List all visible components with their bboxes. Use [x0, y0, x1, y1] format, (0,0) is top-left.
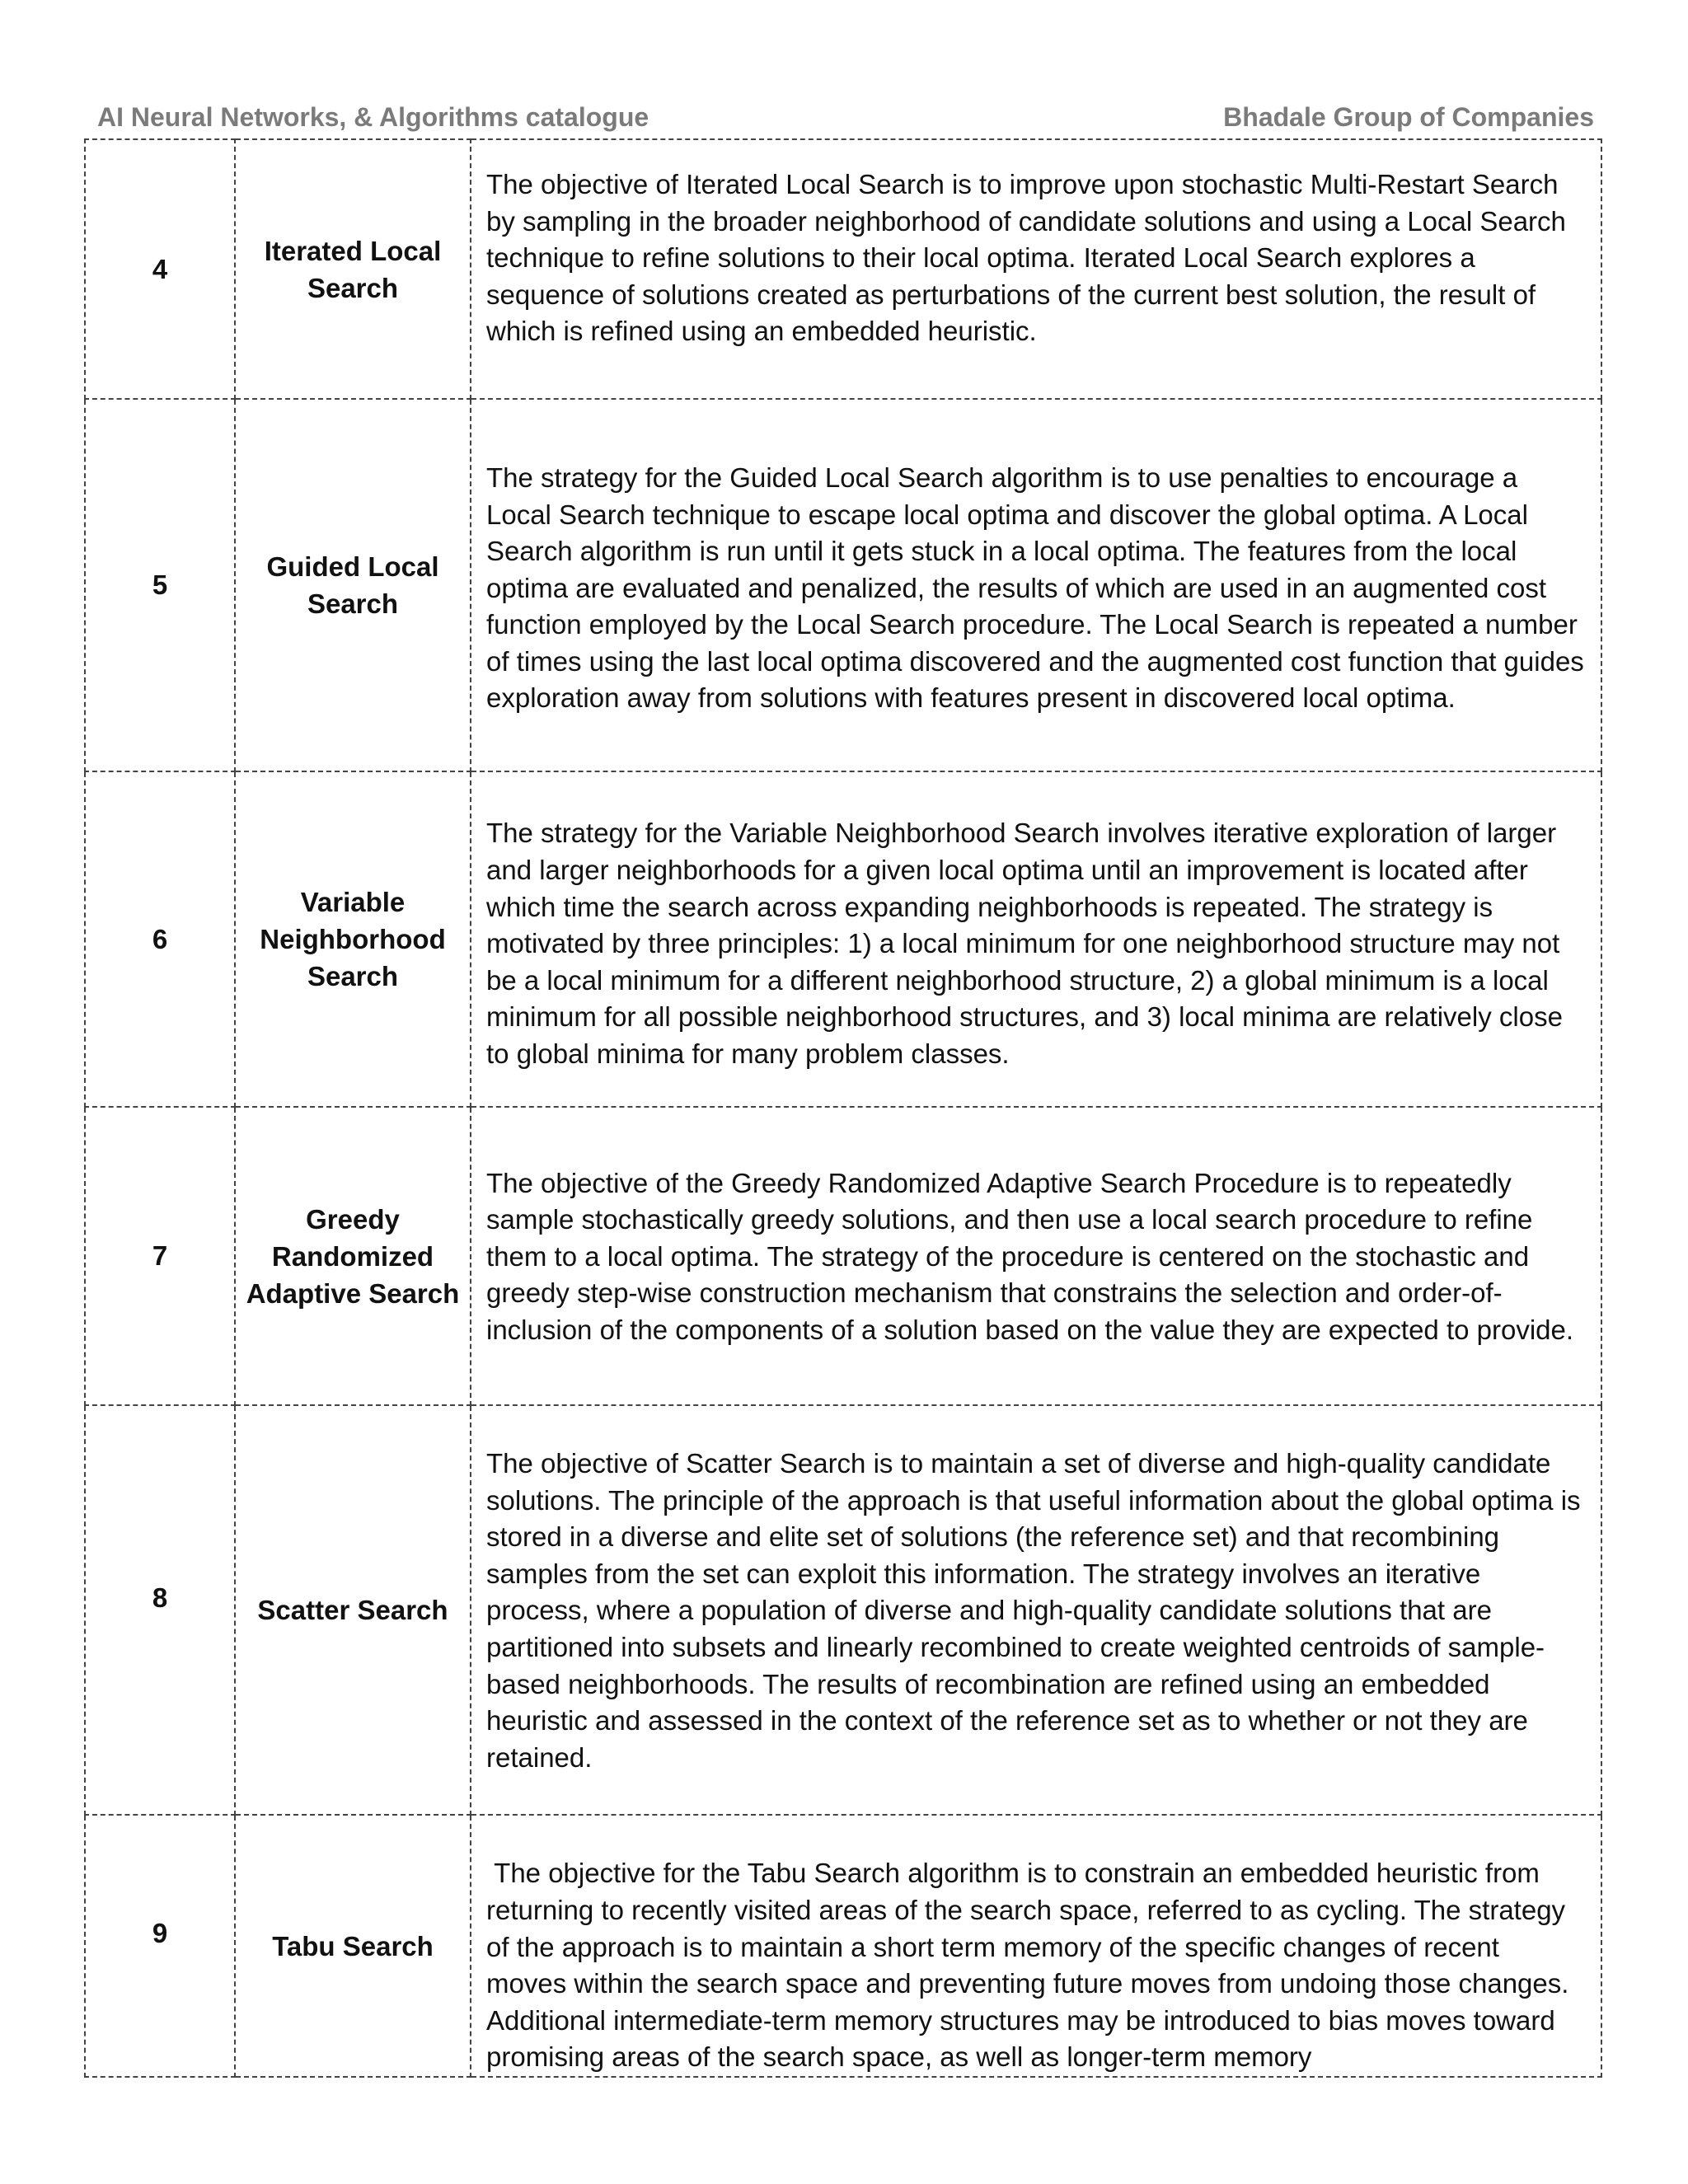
table-row [85, 1405, 1601, 1815]
algorithm-name-cell [235, 399, 471, 771]
algorithm-description: The objective of the Greedy Randomized Adaptive Search Procedure is to repeatedly sample stochastically greedy solutions, and then use a local search procedure to refine them to a local optima. The strategy of the procedure is centered on the stochastic and greedy step-wise construction mechanism that constrains the selection and order-of-inclusion of the components of a solution based on the value they are expected to provide. [486, 1167, 1574, 1345]
algorithm-name: Guided Local Search [266, 551, 439, 619]
algorithm-name: Scatter Search [257, 1595, 448, 1626]
row-number: 5 [152, 569, 168, 600]
row-number-cell [85, 1815, 235, 2077]
table-row [85, 1107, 1601, 1405]
algorithm-description: The strategy for the Guided Local Search algorithm is to use penalties to encourage a Local Search technique to escape local optima and discover the global optima. A Local Search algorithm is run until it gets stuck in a local optima. The features from the local optima are evaluated and penalized, the results of which are used in an augmented cost function employed by the Local Search procedure. The Local Search is repeated a number of times using the last local optima discovered and the augmented cost function that guides exploration away from solutions with features present in discovered local optima. [486, 462, 1592, 714]
row-number-cell [85, 1107, 235, 1405]
table-row [85, 1815, 1601, 2077]
algorithm-name-cell [235, 1815, 471, 2077]
row-number-cell [85, 399, 235, 771]
algorithm-name-cell [235, 139, 471, 399]
algorithm-description-cell [471, 139, 1601, 399]
algorithm-description-cell [471, 1405, 1601, 1815]
algorithm-name-cell [235, 771, 471, 1107]
row-number: 4 [152, 253, 168, 284]
table-row [85, 139, 1601, 399]
algorithm-description: The objective for the Tabu Search algorithm is to constrain an embedded heuristic from returning to recently visited areas of the search space, referred to as cycling. The strategy of the approach is to maintain a short term memory of the specific changes of recent moves within the search space and preventing future moves from undoing those changes. Additional intermediate-term memory structures may be introduced to bias moves toward promising areas of the search space, as well as longer-term memory [486, 1858, 1575, 2073]
algorithm-name: Greedy Randomized Adaptive Search [246, 1203, 460, 1309]
algorithm-name: Variable Neighborhood Search [260, 887, 446, 991]
company-name: Bhadale Group of Companies [1223, 101, 1594, 132]
algorithm-description: The objective of Scatter Search is to maintain a set of diverse and high-quality candidate solutions. The principle of the approach is that useful information about the global optima is stored in a diverse and elite set of solutions (the reference set) and that recombining samples from the set can exploit this information. The strategy involves an iterative process, where a population of diverse and high-quality candidate solutions that are partitioned into subsets and linearly recombined to create weighted centroids of sample-based neighborhoods. The results of recombination are refined using an embedded heuristic and assessed in the context of the reference set as to whether or not they are retained. [486, 1448, 1588, 1773]
algorithm-description-cell [471, 771, 1601, 1107]
algorithm-description: The objective of Iterated Local Search is to improve upon stochastic Multi-Restart Search by sampling in the broader neighborhood of candidate solutions and using a Local Search technique to refine solutions to their local optima. Iterated Local Search explores a sequence of solutions created as perturbations of the current best solution, the result of which is refined using an embedded heuristic. [486, 169, 1574, 347]
row-number: 9 [152, 1918, 168, 1949]
algorithm-name-cell [235, 1107, 471, 1405]
page-header [97, 97, 1594, 137]
table-row [85, 399, 1601, 771]
row-number-cell [85, 771, 235, 1107]
table-row [85, 771, 1601, 1107]
row-number-cell [85, 1405, 235, 1815]
algorithm-description-cell [471, 1107, 1601, 1405]
catalogue-title: AI Neural Networks, & Algorithms catalogue [97, 101, 649, 132]
algorithm-description-cell [471, 1815, 1601, 2077]
algorithm-name-cell [235, 1405, 471, 1815]
row-number: 7 [152, 1240, 168, 1271]
algorithm-table [84, 138, 1602, 2078]
algorithm-description: The strategy for the Variable Neighborhood Search involves iterative exploration of larger and larger neighborhoods for a given local optima until an improvement is located after which time the search across expanding neighborhoods is repeated. The strategy is motivated by three principles: 1) a local minimum for one neighborhood structure may not be a local minimum for a different neighborhood structure, 2) a global minimum is a local minimum for all possible neighborhood structures, and 3) local minima are relatively close to global minima for many problem classes. [486, 818, 1571, 1069]
row-number: 8 [152, 1582, 168, 1613]
algorithm-name: Iterated Local Search [264, 235, 442, 303]
algorithm-name: Tabu Search [272, 1930, 434, 1961]
row-number-cell [85, 139, 235, 399]
row-number: 6 [152, 923, 168, 954]
algorithm-description-cell [471, 399, 1601, 771]
